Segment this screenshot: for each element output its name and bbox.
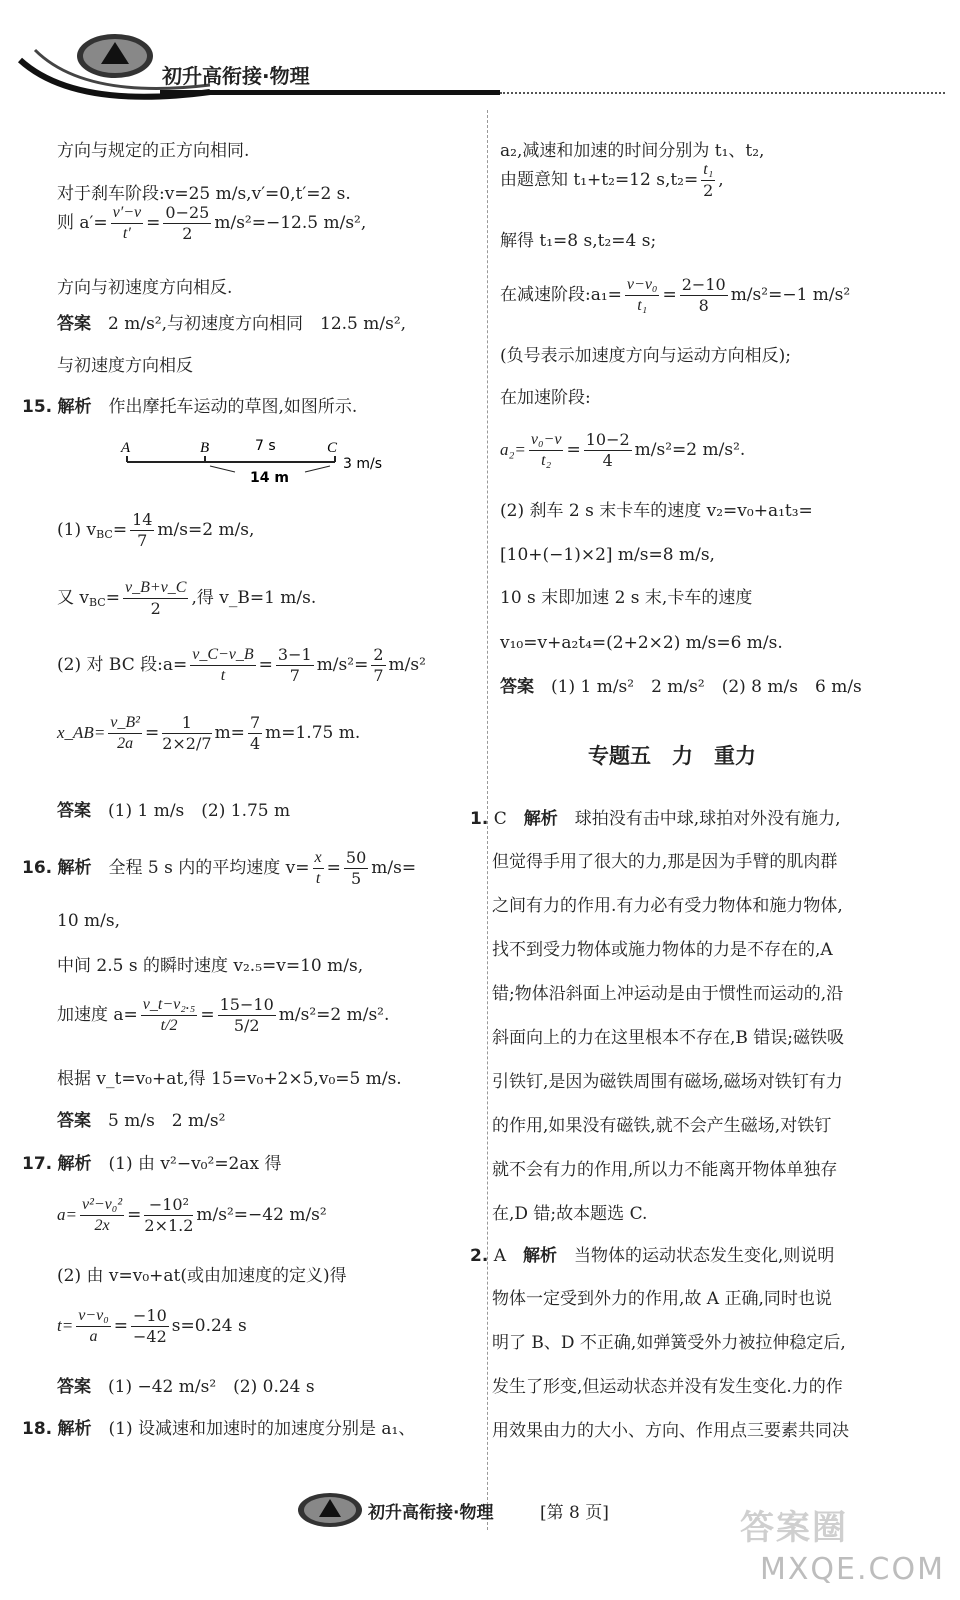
equation-line: x_AB= $\frac{\text{v\_B²}}{2a}$ = $\frac{1}{2\times 2/7}$ m= $\frac{7}{4}$ m=1.75 m. — [57, 713, 361, 753]
text-line: 对于刹车阶段:v=25 m/s,v′=0,t′=2 s. — [57, 184, 351, 204]
text-line: 之间有力的作用.有力必有受力物体和施力物体, — [492, 896, 843, 916]
question-1: 1. C 解析 球拍没有击中球,球拍对外没有施力, — [470, 809, 841, 829]
answer-line: 答案 (1) −42 m/s² (2) 0.24 s — [57, 1377, 315, 1397]
text-line: 发生了形变,但运动状态并没有发生变化.力的作 — [492, 1377, 843, 1397]
answer-line: 答案 (1) 1 m/s (2) 1.75 m — [57, 801, 291, 821]
question-2: 2. A 解析 当物体的运动状态发生变化,则说明 — [470, 1246, 835, 1266]
answer-label: 答案 — [57, 1377, 91, 1397]
text-line: v₁₀=v+a₂t₄=(2+2×2) m/s=6 m/s. — [500, 633, 783, 653]
answer-label: 答案 — [57, 801, 91, 821]
text-line: 的作用,如果没有磁铁,就不会产生磁场,对铁钉 — [492, 1116, 832, 1136]
header-title: 初升高衔接·物理 — [162, 64, 310, 88]
text-line: 10 m/s, — [57, 911, 121, 931]
text-line: 用效果由力的大小、方向、作用点三要素共同决 — [492, 1421, 849, 1441]
footer-logo — [295, 1490, 365, 1530]
fig-label-velocity: 3 m/s — [343, 456, 383, 472]
equation-line: a₂= $\frac{\text{v₀−v}}{\text{t₂}}$ = $\frac{10-2}{4}$ m/s²=2 m/s². — [500, 430, 746, 470]
text-line: 方向与初速度方向相反. — [57, 278, 233, 298]
answer-line: 答案 2 m/s²,与初速度方向相同 12.5 m/s², — [57, 314, 407, 334]
question-18: 18. 解析 (1) 设减速和加速时的加速度分别是 a₁、 — [22, 1419, 416, 1439]
fig-label-c: C — [327, 440, 338, 456]
text-line: 引铁钉,是因为磁铁周围有磁场,磁场对铁钉有力 — [492, 1072, 843, 1092]
text-line: 错;物体沿斜面上冲运动是由于惯性而运动的,沿 — [492, 984, 844, 1004]
text-line: 与初速度方向相反 — [57, 356, 193, 376]
equation-line: (1) $v_{BC}=$ $\frac{14}{7}$ m/s=2 m/s, — [57, 510, 255, 550]
text-line: [10+(−1)×2] m/s=8 m/s, — [500, 545, 715, 565]
text-line: 在加速阶段: — [500, 388, 591, 408]
fig-label-time: 7 s — [255, 438, 276, 454]
page-footer — [0, 1460, 960, 1600]
equation-line: t= $\frac{\text{v−v₀}}{a}$ = $\frac{-10}{-42}$ s=0.24 s — [57, 1306, 247, 1346]
equation-line: 在减速阶段:a₁= $\frac{\text{v−v₀}}{\text{t₁}}$ = $\frac{2-10}{8}$ m/s²=−1 m/s² — [500, 275, 851, 315]
fig-label-a: A — [121, 440, 131, 456]
text-line: 就不会有力的作用,所以力不能离开物体单独存 — [492, 1160, 838, 1180]
answer-label: 答案 — [57, 1111, 91, 1131]
motion-sketch-figure — [115, 430, 405, 490]
page-number: [第 8 页] — [540, 1503, 609, 1523]
answer-label: 答案 — [500, 677, 534, 697]
text-line: 解得 t₁=8 s,t₂=4 s; — [500, 231, 657, 251]
text-line: 在,D 错;故本题选 C. — [492, 1204, 648, 1224]
header-rule — [160, 90, 500, 95]
text-line: (2) 刹车 2 s 末卡车的速度 v₂=v₀+a₁t₃= — [500, 501, 813, 521]
equation-line: 又 $v_{BC}=$ $\frac{v\_B+v\_C}{2}$ ,得 v_B=1 m/s. — [57, 579, 317, 618]
text-line: 根据 v_t=v₀+at,得 15=v₀+2×5,v₀=5 m/s. — [57, 1069, 402, 1089]
text-line: 找不到受力物体或施力物体的力是不存在的,A — [492, 940, 833, 960]
equation-line: 则 a′= $\frac{v'-v}{t'}$ = $\frac{0-25}{2}$ m/s²=−12.5 m/s², — [57, 203, 367, 243]
equation-line: 加速度 a= $\frac{\text{v\_t−v₂.₅}}{t/2}$ = $\frac{15-10}{5/2}$ m/s²=2 m/s². — [57, 995, 390, 1035]
text-line: 但觉得手用了很大的力,那是因为手臂的肌肉群 — [492, 852, 838, 872]
text-line: (负号表示加速度方向与运动方向相反); — [500, 346, 791, 366]
equation-line: a= $\frac{\text{v²−v₀²}}{2x}$ = $\frac{\text{−10²}}{2\times 1.2}$ m/s²=−42 m/s² — [57, 1195, 327, 1235]
text-line: 物体一定受到外力的作用,故 A 正确,同时也说 — [492, 1289, 832, 1309]
section-title: 专题五 力 重力 — [588, 744, 756, 768]
question-16: 16. 解析 全程 5 s 内的平均速度 v= $\frac{x}{t}$ = $\frac{50}{5}$ m/s= — [22, 848, 417, 888]
text-line: 方向与规定的正方向相同. — [57, 141, 250, 161]
q2-line: 当物体的运动状态发生变化,则说明 — [573, 1246, 835, 1266]
page-header — [0, 0, 960, 100]
text-line: a₂,减速和加速的时间分别为 t₁、t₂, — [500, 141, 765, 161]
answer-line: 答案 (1) 1 m/s² 2 m/s² (2) 8 m/s 6 m/s — [500, 677, 862, 697]
text-line: 10 s 末即加速 2 s 末,卡车的速度 — [500, 588, 753, 608]
watermark-site: MXQE.COM — [760, 1552, 945, 1587]
footer-title: 初升高衔接·物理 — [368, 1503, 494, 1523]
header-dotted-rule — [500, 92, 945, 94]
text-line: 中间 2.5 s 的瞬时速度 v₂.₅=v=10 m/s, — [57, 956, 364, 976]
question-15: 15. 解析 作出摩托车运动的草图,如图所示. — [22, 397, 358, 417]
watermark-logo-text: 答案圈 — [740, 1508, 848, 1548]
answer-line: 答案 5 m/s 2 m/s² — [57, 1111, 226, 1131]
fig-label-distance: 14 m — [250, 470, 289, 486]
fig-label-b: B — [200, 440, 210, 456]
equation-line: (2) 对 BC 段:a= $\frac{v\_C-v\_B}{t}$ = $\frac{3-1}{7}$ m/s²= $\frac{2}{7}$ m/s² — [57, 645, 426, 685]
text-line: 明了 B、D 不正确,如弹簧受外力被拉伸稳定后, — [492, 1333, 846, 1353]
answer-label: 答案 — [57, 314, 91, 334]
text-line: 斜面向上的力在这里根本不存在,B 错误;磁铁吸 — [492, 1028, 845, 1048]
question-17: 17. 解析 (1) 由 v²−v₀²=2ax 得 — [22, 1154, 282, 1174]
equation-line: 由题意知 t₁+t₂=12 s,t₂= $\frac{\text{t₁}}{2}$ , — [500, 161, 724, 200]
q1-line: 球拍没有击中球,球拍对外没有施力, — [574, 809, 841, 829]
text-line: (2) 由 v=v₀+at(或由加速度的定义)得 — [57, 1266, 347, 1286]
